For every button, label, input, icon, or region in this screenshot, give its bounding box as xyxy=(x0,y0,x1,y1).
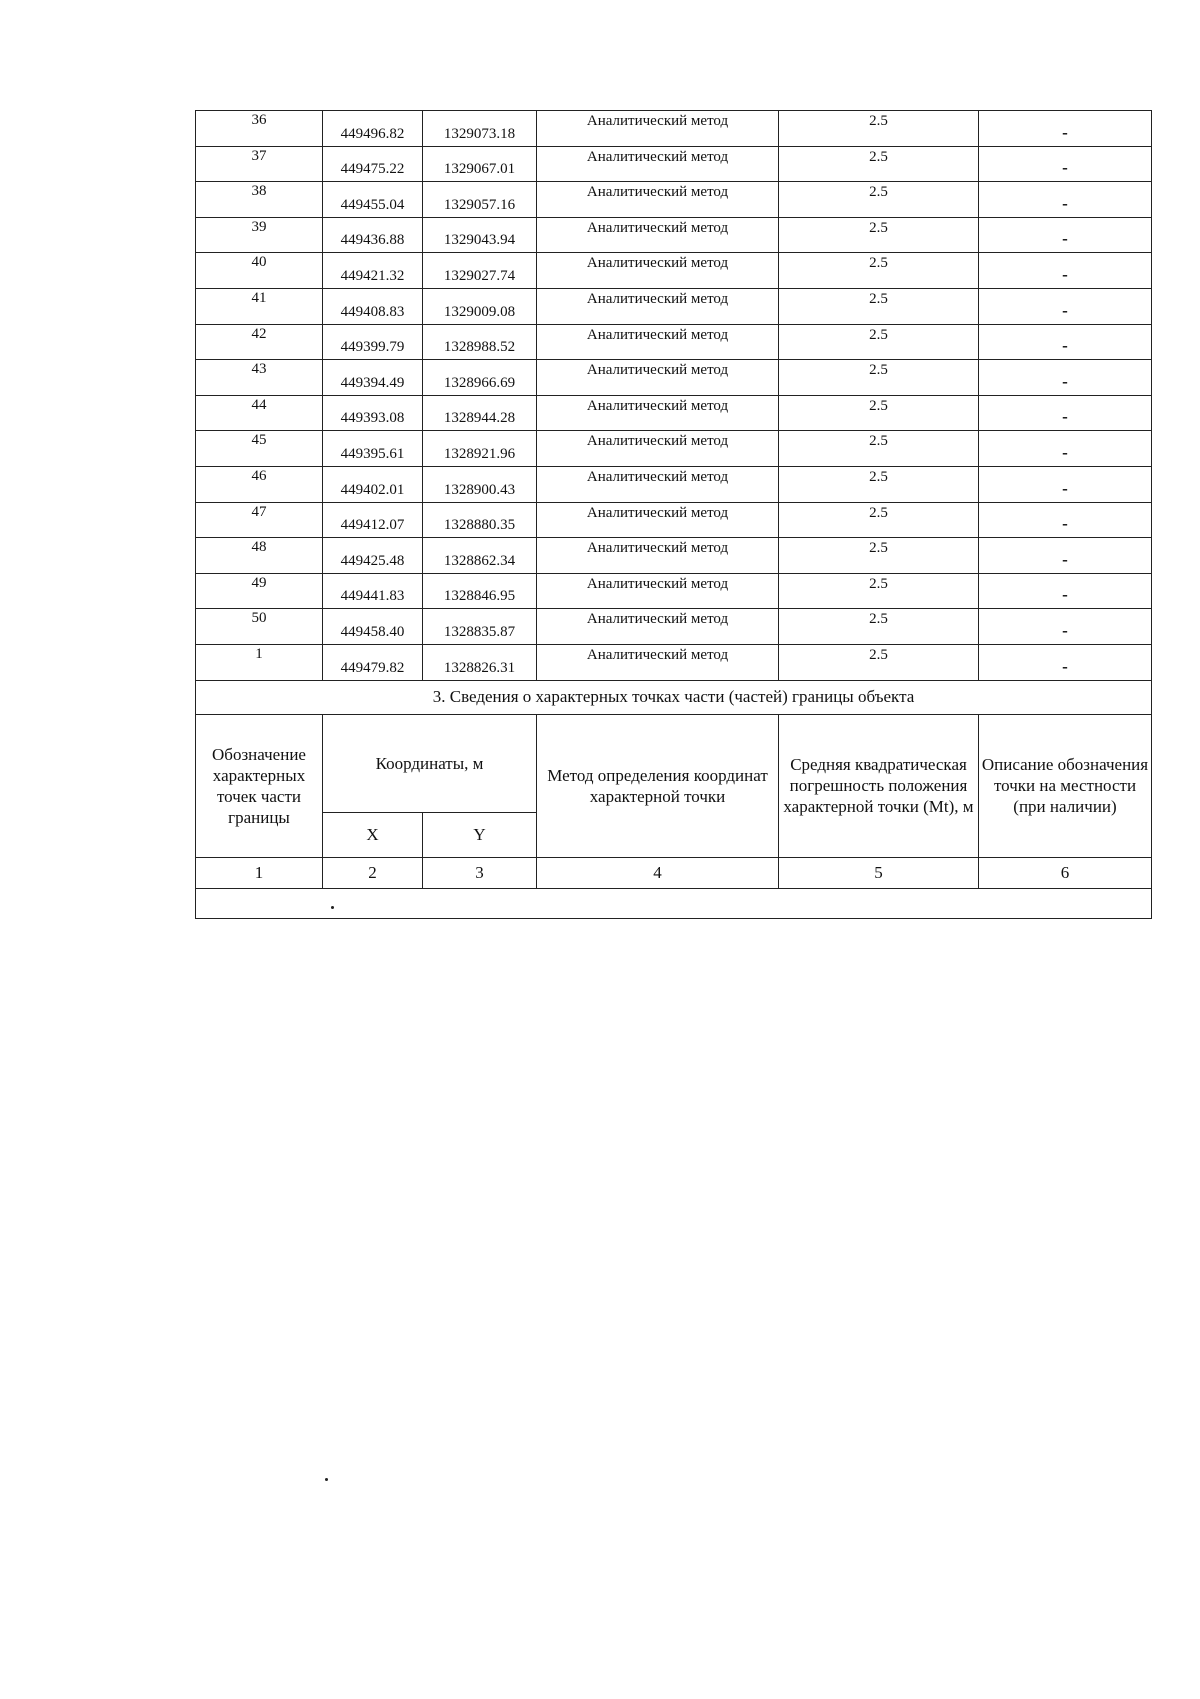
description-cell: - xyxy=(979,573,1152,609)
table-row xyxy=(196,466,1152,502)
table-row xyxy=(196,288,1152,324)
description-cell: - xyxy=(979,431,1152,467)
table-row xyxy=(196,431,1152,467)
coordinate-x: 449412.07 xyxy=(323,502,423,538)
table-row xyxy=(196,502,1152,538)
header-y: Y xyxy=(423,812,537,857)
method-cell: Аналитический метод xyxy=(537,182,779,218)
description-cell: - xyxy=(979,395,1152,431)
method-cell: Аналитический метод xyxy=(537,360,779,396)
method-cell: Аналитический метод xyxy=(537,431,779,467)
header-method: Метод определения координат характерной точки xyxy=(537,714,779,857)
mt-cell: 2.5 xyxy=(779,182,979,218)
table-row xyxy=(196,538,1152,574)
table-row xyxy=(196,182,1152,218)
point-number: 38 xyxy=(196,182,323,218)
column-number-6: 6 xyxy=(979,857,1152,888)
table-row xyxy=(196,111,1152,147)
table-row xyxy=(196,360,1152,396)
method-cell: Аналитический метод xyxy=(537,324,779,360)
header-coordinates: Координаты, м xyxy=(323,714,537,812)
description-cell: - xyxy=(979,253,1152,289)
coordinate-x: 449455.04 xyxy=(323,182,423,218)
empty-row xyxy=(196,888,1152,918)
method-cell: Аналитический метод xyxy=(537,466,779,502)
scan-speck xyxy=(325,1478,328,1481)
points-table-body xyxy=(196,111,1152,681)
description-cell: - xyxy=(979,217,1152,253)
method-cell: Аналитический метод xyxy=(537,502,779,538)
mt-cell: 2.5 xyxy=(779,324,979,360)
coordinate-x: 449394.49 xyxy=(323,360,423,396)
table-row xyxy=(196,253,1152,289)
mt-cell: 2.5 xyxy=(779,431,979,467)
description-cell: - xyxy=(979,609,1152,645)
mt-cell: 2.5 xyxy=(779,538,979,574)
section3-title: 3. Сведения о характерных точках части (частей) границы объекта xyxy=(196,680,1152,714)
point-number: 49 xyxy=(196,573,323,609)
section3-block xyxy=(196,680,1152,918)
method-cell: Аналитический метод xyxy=(537,111,779,147)
point-number: 42 xyxy=(196,324,323,360)
point-number: 36 xyxy=(196,111,323,147)
description-cell: - xyxy=(979,502,1152,538)
header-description: Описание обозначения точки на местности (при наличии) xyxy=(979,714,1152,857)
coordinate-y: 1329073.18 xyxy=(423,111,537,147)
description-cell: - xyxy=(979,538,1152,574)
coordinate-x: 449399.79 xyxy=(323,324,423,360)
table-row xyxy=(196,324,1152,360)
mt-cell: 2.5 xyxy=(779,146,979,182)
coordinate-x: 449479.82 xyxy=(323,644,423,680)
table-row xyxy=(196,609,1152,645)
scan-speck xyxy=(331,906,334,909)
table-row xyxy=(196,217,1152,253)
description-cell: - xyxy=(979,324,1152,360)
coordinate-y: 1329009.08 xyxy=(423,288,537,324)
method-cell: Аналитический метод xyxy=(537,395,779,431)
coordinate-y: 1329043.94 xyxy=(423,217,537,253)
mt-cell: 2.5 xyxy=(779,466,979,502)
header-designation: Обозначение характерных точек части границы xyxy=(196,714,323,857)
point-number: 1 xyxy=(196,644,323,680)
mt-cell: 2.5 xyxy=(779,573,979,609)
column-number-3: 3 xyxy=(423,857,537,888)
coordinate-y: 1328900.43 xyxy=(423,466,537,502)
coordinate-y: 1328921.96 xyxy=(423,431,537,467)
mt-cell: 2.5 xyxy=(779,502,979,538)
point-number: 43 xyxy=(196,360,323,396)
mt-cell: 2.5 xyxy=(779,395,979,431)
mt-cell: 2.5 xyxy=(779,644,979,680)
table-row xyxy=(196,644,1152,680)
method-cell: Аналитический метод xyxy=(537,288,779,324)
mt-cell: 2.5 xyxy=(779,288,979,324)
coordinate-x: 449425.48 xyxy=(323,538,423,574)
column-number-5: 5 xyxy=(779,857,979,888)
coordinate-y: 1328988.52 xyxy=(423,324,537,360)
method-cell: Аналитический метод xyxy=(537,217,779,253)
mt-cell: 2.5 xyxy=(779,253,979,289)
coordinate-y: 1328826.31 xyxy=(423,644,537,680)
coordinate-x: 449402.01 xyxy=(323,466,423,502)
description-cell: - xyxy=(979,111,1152,147)
point-number: 41 xyxy=(196,288,323,324)
column-number-1: 1 xyxy=(196,857,323,888)
coordinate-x: 449395.61 xyxy=(323,431,423,467)
header-x: X xyxy=(323,812,423,857)
method-cell: Аналитический метод xyxy=(537,609,779,645)
point-number: 44 xyxy=(196,395,323,431)
mt-cell: 2.5 xyxy=(779,217,979,253)
coordinate-x: 449408.83 xyxy=(323,288,423,324)
coordinate-x: 449441.83 xyxy=(323,573,423,609)
coordinate-y: 1328966.69 xyxy=(423,360,537,396)
method-cell: Аналитический метод xyxy=(537,253,779,289)
point-number: 37 xyxy=(196,146,323,182)
point-number: 47 xyxy=(196,502,323,538)
description-cell: - xyxy=(979,146,1152,182)
point-number: 50 xyxy=(196,609,323,645)
mt-cell: 2.5 xyxy=(779,360,979,396)
coordinate-y: 1328835.87 xyxy=(423,609,537,645)
coordinate-x: 449436.88 xyxy=(323,217,423,253)
point-number: 45 xyxy=(196,431,323,467)
point-number: 39 xyxy=(196,217,323,253)
column-number-2: 2 xyxy=(323,857,423,888)
point-number: 40 xyxy=(196,253,323,289)
coordinate-x: 449393.08 xyxy=(323,395,423,431)
coordinate-y: 1328944.28 xyxy=(423,395,537,431)
coordinate-y: 1328880.35 xyxy=(423,502,537,538)
coordinate-x: 449475.22 xyxy=(323,146,423,182)
description-cell: - xyxy=(979,288,1152,324)
coordinate-x: 449458.40 xyxy=(323,609,423,645)
method-cell: Аналитический метод xyxy=(537,146,779,182)
header-mt: Средняя квадратическая погрешность положения характерной точки (Mt), м xyxy=(779,714,979,857)
description-cell: - xyxy=(979,466,1152,502)
description-cell: - xyxy=(979,182,1152,218)
mt-cell: 2.5 xyxy=(779,111,979,147)
coordinate-y: 1328846.95 xyxy=(423,573,537,609)
coordinate-y: 1329057.16 xyxy=(423,182,537,218)
boundary-points-table xyxy=(195,110,1152,919)
description-cell: - xyxy=(979,360,1152,396)
table-row xyxy=(196,395,1152,431)
method-cell: Аналитический метод xyxy=(537,573,779,609)
coordinate-y: 1329027.74 xyxy=(423,253,537,289)
table-row xyxy=(196,146,1152,182)
description-cell: - xyxy=(979,644,1152,680)
table-row xyxy=(196,573,1152,609)
coordinate-y: 1328862.34 xyxy=(423,538,537,574)
mt-cell: 2.5 xyxy=(779,609,979,645)
point-number: 46 xyxy=(196,466,323,502)
coordinate-x: 449421.32 xyxy=(323,253,423,289)
point-number: 48 xyxy=(196,538,323,574)
coordinate-x: 449496.82 xyxy=(323,111,423,147)
method-cell: Аналитический метод xyxy=(537,644,779,680)
method-cell: Аналитический метод xyxy=(537,538,779,574)
column-number-4: 4 xyxy=(537,857,779,888)
coordinate-y: 1329067.01 xyxy=(423,146,537,182)
